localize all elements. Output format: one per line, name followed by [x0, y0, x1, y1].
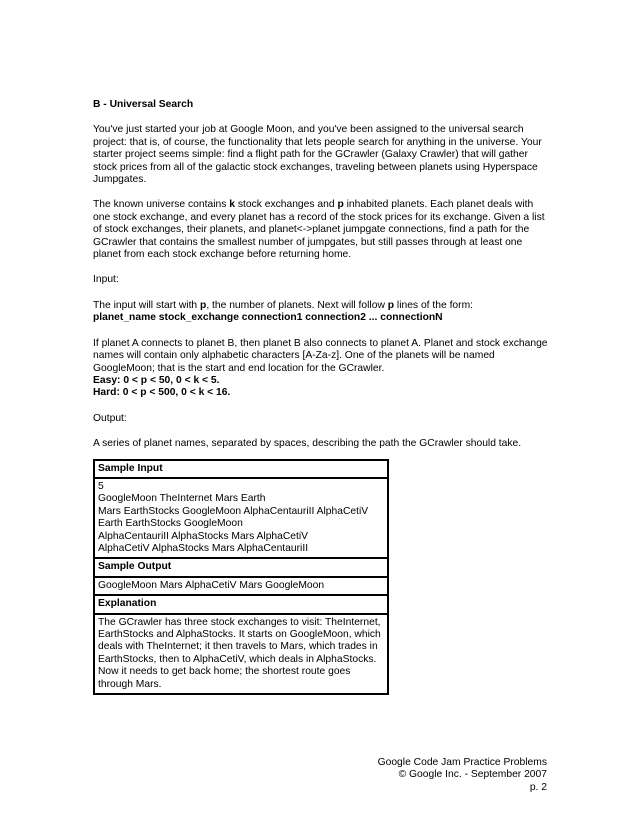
explanation-cell [94, 614, 388, 694]
sample-output-label: Sample Output [94, 558, 388, 576]
footer-doc-title: Google Code Jam Practice Problems [377, 757, 547, 768]
easy-constraint: Easy: 0 < p < 50, 0 < k < 5. [93, 374, 220, 386]
k-variable: k [229, 199, 235, 211]
input-heading: Input: [93, 274, 119, 286]
p-variable: p [337, 199, 344, 211]
explanation-line: deals with TheInternet; it then travels to Mars, which trades in [98, 641, 378, 653]
problem-content [93, 99, 548, 695]
output-description: A series of planet names, separated by spaces, describing the path the GCrawler should take. [93, 438, 522, 450]
sample-input-cell [94, 478, 388, 558]
sample-input-line: AlphaCentauriII AlphaStocks Mars AlphaCetiV [98, 530, 309, 542]
universe-paragraph [93, 199, 548, 261]
page-number: p. 2 [529, 781, 547, 793]
sample-input-line: 5 [98, 480, 104, 492]
output-heading: Output: [93, 412, 127, 424]
universe-text-2: stock exchanges and [234, 199, 338, 211]
explanation-label: Explanation [94, 595, 388, 613]
input-line-format: planet_name stock_exchange connection1 connection2 ... connectionN [93, 312, 443, 324]
explanation-line: through Mars. [98, 678, 162, 690]
input-text-3: lines of the form: [394, 299, 474, 311]
input-text-1: The input will start with [93, 299, 201, 311]
problem-title: B - Universal Search [93, 99, 194, 110]
connection-text: If planet A connects to planet B, then planet B also connects to planet A. Planet and stock exchange names will contain only alphabetic characters [A-Za-z]. One of the planets will be named GoogleMoon; that is the start and end location for the GCrawler. [93, 337, 548, 374]
page-footer [378, 757, 547, 794]
explanation-line: EarthStocks, then to AlphaCetiV, which deals in AlphaStocks. [98, 653, 377, 665]
explanation-line: The GCrawler has three stock exchanges to visit: TheInternet, [98, 616, 381, 628]
explanation-line: EarthStocks and AlphaStocks. It starts on GoogleMoon, which [98, 629, 381, 640]
sample-input-line: Earth EarthStocks GoogleMoon [98, 518, 243, 530]
p-variable: p [200, 299, 207, 311]
footer-copyright: © Google Inc. - September 2007 [398, 769, 547, 781]
intro-paragraph: You've just started your job at Google Moon, and you've been assigned to the universal search project: that is, of course, the functionality that lets people search for anything in the universe. Your starter project seems simple: find a flight path for the GCrawler (Galaxy Crawler) that will gather stock prices from all of the galactic stock exchanges, traveling between planets using Hyperspace Jumpgates. [93, 124, 542, 186]
sample-input-line: Mars EarthStocks GoogleMoon AlphaCentauriII AlphaCetiV [98, 505, 369, 517]
p-variable: p [387, 299, 395, 311]
input-text-2: , the number of planets. Next will follow [206, 299, 388, 311]
explanation-line: Now it needs to get back home; the shortest route goes [98, 666, 351, 678]
sample-input-line: GoogleMoon TheInternet Mars Earth [98, 493, 266, 505]
universe-text-1: The known universe contains [93, 199, 230, 211]
universe-text-3: inhabited planets. Each planet deals with one stock exchange, and every planet has a record of the stock prices for its exchange. Given a list of stock exchanges, their planets, and planet<->planet jumpgate connections, find a path for the GCrawler that contains the smallest number of jumpgates, but still passes through at least one planet from each stock exchange before returning home. [93, 199, 545, 261]
sample-table [93, 459, 389, 696]
hard-constraint: Hard: 0 < p < 500, 0 < k < 16. [93, 387, 231, 399]
sample-output-value: GoogleMoon Mars AlphaCetiV Mars GoogleMoon [94, 577, 388, 595]
input-description [93, 300, 548, 325]
sample-input-label: Sample Input [94, 460, 388, 478]
sample-input-line: AlphaCetiV AlphaStocks Mars AlphaCentauriII [98, 542, 309, 554]
connection-paragraph [93, 338, 548, 400]
